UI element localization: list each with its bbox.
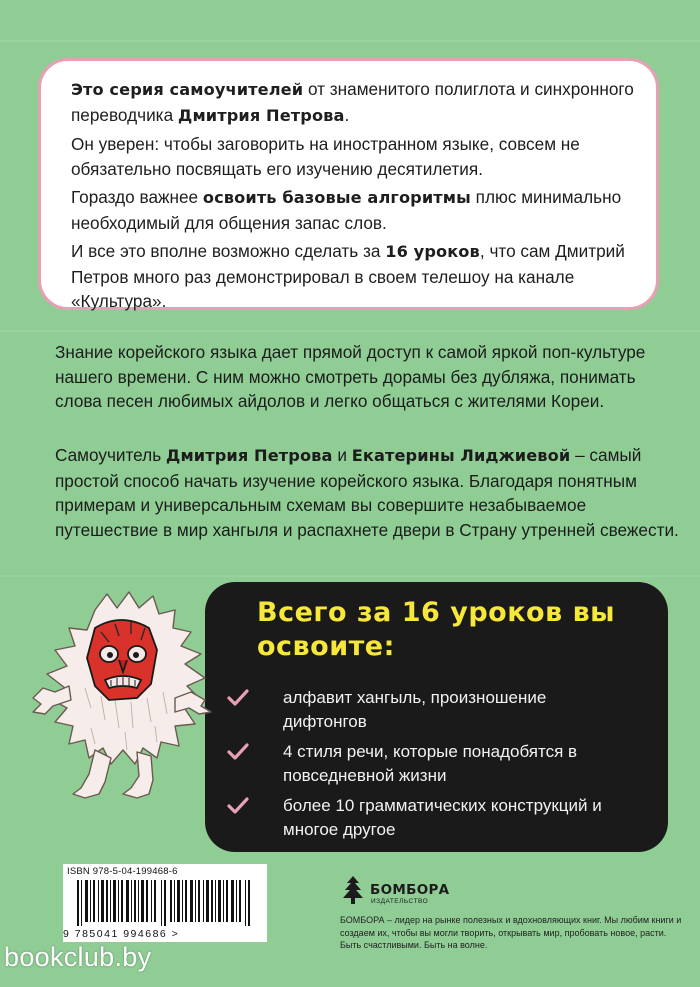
description-text: – самый простой способ начать изучение корейского языка. Благодаря понятным примерам и универсальным схемам вы совершите незабываемое путешествие в мир хангыля и распахнете двери в Страну утренней свежести. — [55, 445, 679, 540]
description-paragraph-1: Знание корейского языка дает прямой доступ к самой яркой поп-культуре нашего времени. С ним можно смотреть дорамы без дубляжа, понимать слова песен любимых айдолов и легко общаться с жителями Кореи. — [55, 342, 646, 412]
intro-paragraph-2: Он уверен: чтобы заговорить на иностранном языке, совсем не обязательно посвящать его изучению десятилетия. — [71, 134, 580, 179]
intro-card — [38, 58, 659, 310]
mascot-creature-illustration — [25, 588, 225, 803]
intro-bold: 16 уроков — [385, 242, 480, 261]
intro-paragraph-4 — [71, 239, 646, 314]
description-text: Самоучитель — [55, 445, 166, 465]
coauthor-name: Екатерины Лиджиевой — [351, 446, 571, 465]
publisher-name: БОМБОРА — [370, 882, 450, 898]
check-icon — [227, 797, 249, 815]
intro-text: плюс минимально необходимый для общения запас слов. — [71, 187, 622, 233]
benefits-title: Всего за 16 уроков вы освоите: — [257, 597, 616, 662]
benefit-text: более 10 грамматических конструкций и многое другое — [283, 796, 602, 839]
publisher-text: БОМБОРА – лидер на рынке полезных и вдохновляющих книг. Мы любим книги и создаем их, чтобы вы могли творить, открывать мир, пробовать новое, расти. Быть счастливыми. Быть на волне. — [340, 915, 682, 950]
description-paragraph-2 — [55, 443, 680, 542]
bg-stroke — [0, 575, 700, 577]
intro-text: И все это вполне возможно сделать за — [71, 241, 386, 261]
bg-stroke — [0, 40, 700, 42]
intro-bold: Это серия самоучителей — [71, 80, 304, 99]
check-icon — [227, 689, 249, 707]
watermark: bookclub.by — [4, 942, 152, 972]
intro-paragraph-3 — [71, 185, 646, 235]
intro-paragraph-1 — [71, 77, 646, 128]
barcode-bars — [77, 880, 253, 926]
author-name: Дмитрия Петрова — [165, 446, 333, 465]
bg-stroke — [0, 330, 700, 332]
publisher-subtitle: ИЗДАТЕЛЬСТВО — [371, 898, 429, 905]
intro-text: , что сам Дмитрий Петров много раз демонстрировал в своем телешоу на канале «Культура». — [71, 241, 625, 311]
intro-text: от знаменитого полиглота и синхронного переводчика — [71, 79, 634, 125]
barcode-digits: 9 785041 994686 > — [63, 928, 180, 940]
author-name: Дмитрия Петрова — [177, 105, 345, 125]
barcode — [63, 864, 267, 942]
check-icon — [227, 743, 249, 761]
intro-text: . — [344, 104, 350, 125]
benefit-text: алфавит хангыль, произношение дифтонгов — [283, 688, 547, 731]
isbn-number: ISBN 978-5-04-199468-6 — [67, 866, 178, 877]
bombora-tree-logo — [340, 876, 366, 906]
benefits-card — [205, 582, 668, 852]
benefit-text: 4 стиля речи, которые понадобятся в повседневной жизни — [283, 742, 578, 785]
intro-bold: освоить базовые алгоритмы — [202, 188, 471, 207]
intro-text: Гораздо важнее — [71, 187, 203, 207]
description-text: и — [332, 445, 352, 465]
